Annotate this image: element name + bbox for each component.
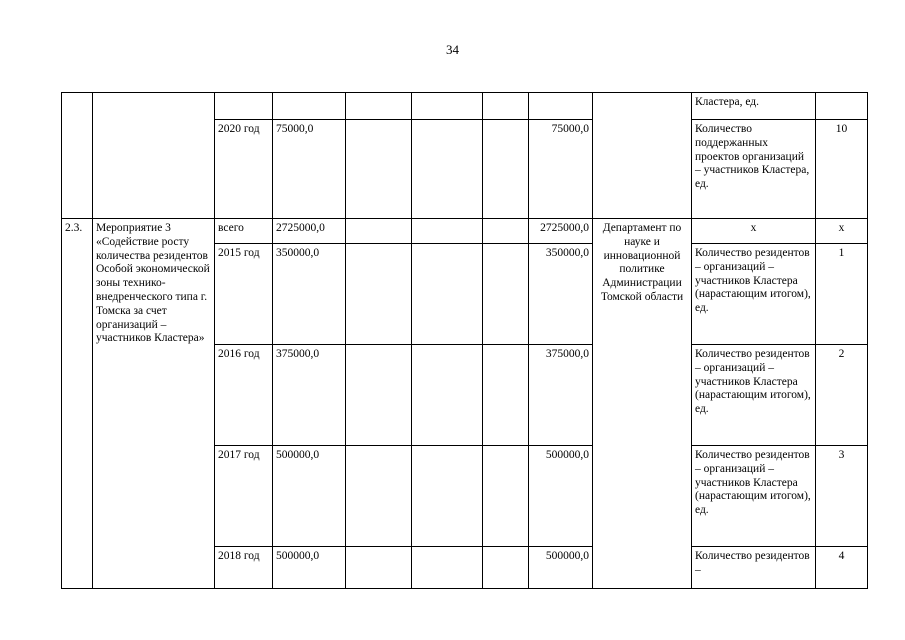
cell-other: 2725000,0	[529, 219, 593, 244]
cell-name: Мероприятие 3 «Содействие росту количества резидентов Особой экономической зоны технико-внедренческого типа г. Томска за счет организаций – участников Кластера»	[93, 219, 215, 589]
page-number: 34	[446, 42, 459, 57]
table-row	[62, 219, 868, 244]
cell-value: 1	[816, 244, 868, 345]
cell-amount: 500000,0	[273, 446, 346, 547]
cell-other: 500000,0	[529, 547, 593, 589]
cell-amount: 2725000,0	[273, 219, 346, 244]
cell-indicator: Количество резидентов – организаций – участников Кластера (нарастающим итогом), ед.	[692, 345, 816, 446]
cell-indicator: Количество поддержанных проектов организаций – участников Кластера, ед.	[692, 120, 816, 219]
cell-other: 375000,0	[529, 345, 593, 446]
cell-indicator: Количество резидентов – организаций – участников Кластера (нарастающим итогом), ед.	[692, 244, 816, 345]
cell-indicator: Кластера, ед.	[692, 93, 816, 120]
cell-regional	[412, 547, 483, 589]
cell-other	[529, 93, 593, 120]
cell-number: 2.3.	[62, 219, 93, 589]
cell-value: 3	[816, 446, 868, 547]
cell-federal	[346, 345, 412, 446]
cell-other: 500000,0	[529, 446, 593, 547]
cell-executor: Департамент по науке и инновационной политике Администрации Томской области	[593, 219, 692, 589]
cell-local	[483, 219, 529, 244]
cell-local	[483, 120, 529, 219]
cell-year: всего	[215, 219, 273, 244]
cell-local	[483, 93, 529, 120]
cell-local	[483, 446, 529, 547]
cell-federal	[346, 547, 412, 589]
cell-amount: 75000,0	[273, 120, 346, 219]
cell-year: 2020 год	[215, 120, 273, 219]
cell-regional	[412, 219, 483, 244]
cell-year	[215, 93, 273, 120]
cell-amount	[273, 93, 346, 120]
cell-year: 2018 год	[215, 547, 273, 589]
cell-federal	[346, 446, 412, 547]
cell-regional	[412, 93, 483, 120]
cell-local	[483, 547, 529, 589]
cell-federal	[346, 93, 412, 120]
cell-other: 350000,0	[529, 244, 593, 345]
cell-executor	[593, 93, 692, 219]
cell-value	[816, 93, 868, 120]
cell-indicator: х	[692, 219, 816, 244]
cell-amount: 350000,0	[273, 244, 346, 345]
cell-value: х	[816, 219, 868, 244]
cell-year: 2016 год	[215, 345, 273, 446]
cell-indicator: Количество резидентов – организаций – участников Кластера (нарастающим итогом), ед.	[692, 446, 816, 547]
cell-amount: 375000,0	[273, 345, 346, 446]
cell-federal	[346, 244, 412, 345]
cell-value: 4	[816, 547, 868, 589]
cell-amount: 500000,0	[273, 547, 346, 589]
cell-number	[62, 93, 93, 219]
cell-indicator: Количество резидентов –	[692, 547, 816, 589]
cell-federal	[346, 120, 412, 219]
cell-value: 10	[816, 120, 868, 219]
cell-value: 2	[816, 345, 868, 446]
cell-local	[483, 244, 529, 345]
cell-federal	[346, 219, 412, 244]
cell-other: 75000,0	[529, 120, 593, 219]
cell-regional	[412, 446, 483, 547]
cell-name	[93, 93, 215, 219]
cell-year: 2017 год	[215, 446, 273, 547]
table-row	[62, 93, 868, 120]
cell-regional	[412, 244, 483, 345]
cell-year: 2015 год	[215, 244, 273, 345]
cell-regional	[412, 120, 483, 219]
cell-regional	[412, 345, 483, 446]
cell-local	[483, 345, 529, 446]
program-table	[61, 92, 868, 589]
